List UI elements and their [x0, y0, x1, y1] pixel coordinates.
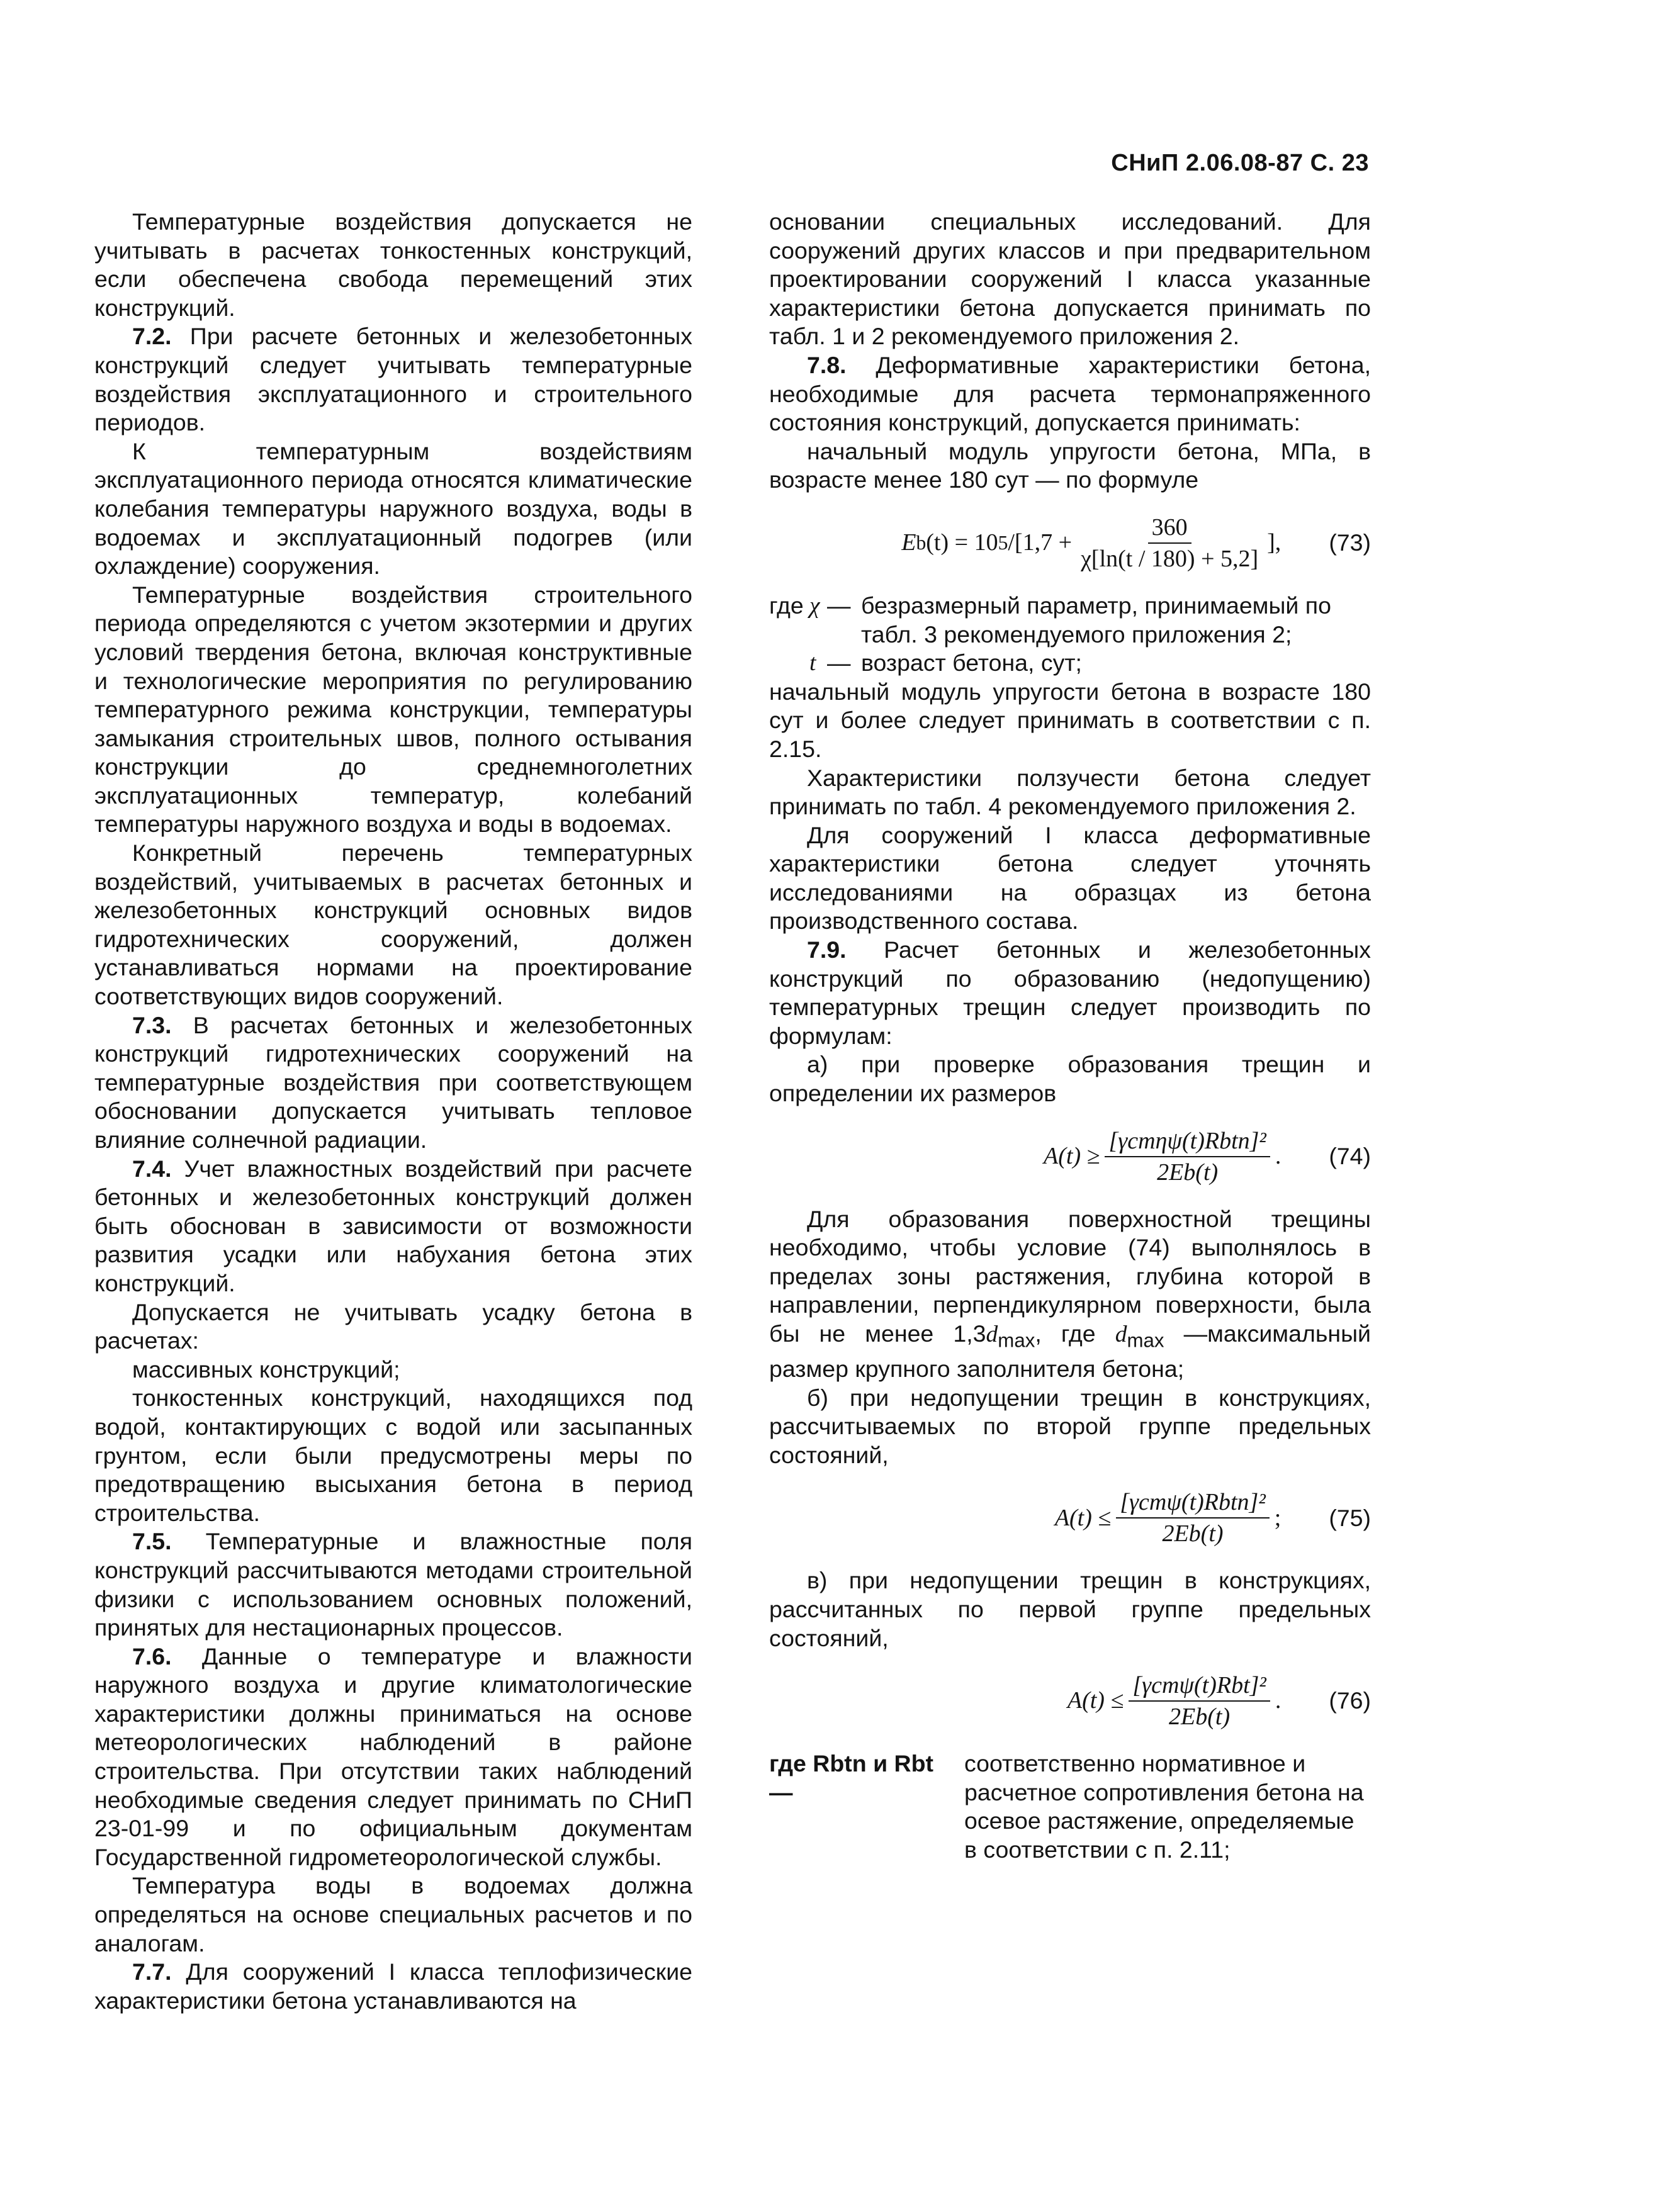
- clause-number: 7.2.: [132, 323, 172, 350]
- formula-fraction: [1105, 1127, 1270, 1186]
- clause-7-4: [94, 1155, 692, 1298]
- formula-fraction: [1116, 1488, 1270, 1547]
- paragraph: начальный модуль упругости бетона, МПа, в возрасте менее 180 сут — по формуле: [769, 437, 1371, 493]
- paragraph: б) при недопущении трещин в конструкциях, рассчитываемых по второй группе предельных состояний,: [769, 1384, 1371, 1468]
- equation-number: (75): [1329, 1504, 1371, 1531]
- clause-text: Температурные и влажностные поля конструкций рассчитываются методами строительной физики с использованием основных положений, принятых для нестационарных процессов.: [94, 1528, 692, 1641]
- paragraph: К температурным воздействиям эксплуатационного периода относятся климатические колебания температуры наружного воздуха, воды в водоемах и эксплуатационный подогрев (или охлаждение) сооружения.: [94, 437, 692, 580]
- symbol-d: d: [1115, 1322, 1127, 1347]
- definition-text: безразмерный параметр, принимаемый по табл. 3 рекомендуемого приложения 2;: [861, 592, 1331, 648]
- clause-7-9: [769, 936, 1371, 1050]
- right-column: [769, 208, 1371, 1865]
- formula-fraction: [1129, 1671, 1270, 1731]
- formula-text: (t) = 10: [926, 529, 998, 556]
- fraction-numerator: 360: [1148, 514, 1191, 544]
- symbol-subscript: max: [998, 1329, 1035, 1352]
- symbol-definitions-2: [769, 1749, 1371, 1864]
- clause-7-5: [94, 1527, 692, 1642]
- definition-symbol: t: [809, 650, 816, 677]
- formula-lhs: A(t) ≤: [1067, 1687, 1124, 1714]
- clause-text: Расчет бетонных и железобетонных конструкций по образованию (недопущению) температурных трещин следует производить по формулам:: [769, 936, 1371, 1049]
- symbol-d: d: [986, 1322, 998, 1347]
- equation-number: (73): [1329, 529, 1371, 556]
- fraction-denominator: 2Eb(t): [1162, 1520, 1224, 1547]
- formula-text: .: [1275, 1687, 1281, 1714]
- clause-text: Для сооружений I класса теплофизические характеристики бетона устанавливаются на: [94, 1958, 692, 2014]
- paragraph: Температура воды в водоемах должна определяться на основе специальных расчетов и по аналогам.: [94, 1872, 692, 1957]
- fraction-denominator: χ[ln(t / 180) + 5,2]: [1081, 545, 1259, 572]
- paragraph: а) при проверке образования трещин и определении их размеров: [769, 1051, 1371, 1107]
- clause-7-7: [94, 1958, 692, 2015]
- fraction-denominator: 2Eb(t): [1169, 1704, 1231, 1731]
- clause-text: В расчетах бетонных и железобетонных конструкций гидротехнических сооружений на температурные воздействия при соответствующем обосновании допускается учитывать тепловое влияние солнечной радиации.: [94, 1011, 692, 1153]
- clause-7-2: [94, 322, 692, 437]
- formula-73: [769, 514, 1371, 573]
- fraction-denominator: 2Eb(t): [1157, 1159, 1219, 1186]
- clause-7-3: [94, 1011, 692, 1155]
- definition-dash: —: [827, 649, 851, 677]
- formula-75: [769, 1488, 1371, 1547]
- paragraph: массивных конструкций;: [132, 1356, 400, 1383]
- paragraph: Характеристики ползучести бетона следует принимать по табл. 4 рекомендуемого приложения 2.: [769, 764, 1371, 820]
- definition-prefix: где: [769, 592, 804, 619]
- fraction-numerator: [γcmψ(t)Rbt]²: [1129, 1671, 1270, 1702]
- formula-text: ;: [1274, 1504, 1281, 1531]
- definition-text: соответственно нормативное и расчетное сопротивления бетона на осевое растяжение, определяемые в соответствии с п. 2.11;: [964, 1750, 1364, 1863]
- equation-number: (76): [1329, 1687, 1371, 1714]
- paragraph: Допускается не учитывать усадку бетона в расчетах:: [94, 1298, 692, 1354]
- paragraph-text: Для образования поверхностной трещины необходимо, чтобы условие (74) выполнялось в пределах зоны растяжения, глубина которой в направлении, перпендикулярном поверхности, была бы не менее 1,3: [769, 1205, 1371, 1347]
- clause-number: 7.7.: [132, 1958, 172, 1985]
- clause-number: 7.5.: [132, 1528, 172, 1555]
- equation-number: (74): [1329, 1142, 1371, 1169]
- clause-text: Данные о температуре и влажности наружного воздуха и другие климатологические характеристики должны приниматься на основе метеорологических наблюдений в районе строительства. При отсутствии таких наблюдений необходимые сведения следует принимать по СНиП 23-01-99 и по официальным документам Государственной гидрометеорологической службы.: [94, 1642, 692, 1870]
- paragraph: тонкостенных конструкций, находящихся под водой, контактирующих с водой или засыпанных грунтом, если были предусмотрены меры по предотвращению высыхания бетона в период строительства.: [94, 1384, 692, 1526]
- definition-prefix: [769, 649, 809, 678]
- definition-symbol: χ: [809, 592, 820, 619]
- paragraph: Для сооружений I класса деформативные характеристики бетона следует уточнять исследованиями на образцах из бетона производственного состава.: [769, 821, 1371, 935]
- paragraph: Температурные воздействия строительного периода определяются с учетом экзотермии и других условий твердения бетона, включая конструктивные и технологические мероприятия по регулированию температурного режима конструкции, температуры замыкания строительных швов, полного остывания конструкции до среднемноголетних эксплуатационных температур, колебаний температуры наружного воздуха и воды в водоемах.: [94, 581, 692, 838]
- formula-74: [769, 1127, 1371, 1186]
- formula-lhs: E: [901, 529, 916, 556]
- formula-power: 5: [998, 532, 1008, 554]
- paragraph: основании специальных исследований. Для сооружений других классов и при предварительном проектировании сооружений I класса указанные характеристики бетона допускается принимать по табл. 1 и 2 рекомендуемого приложения 2.: [769, 208, 1371, 350]
- formula-fraction: [1077, 514, 1262, 573]
- fraction-numerator: [γcmηψ(t)Rbtn]²: [1105, 1127, 1270, 1157]
- formula-subscript: b: [916, 532, 927, 554]
- clause-number: 7.6.: [132, 1642, 172, 1670]
- formula-text: .: [1275, 1142, 1281, 1169]
- symbol-definitions: [769, 592, 1371, 678]
- formula-text: /[1,7 +: [1008, 529, 1073, 556]
- paragraph: в) при недопущении трещин в конструкциях, рассчитанных по первой группе предельных состояний,: [769, 1567, 1371, 1651]
- formula-lhs: A(t) ≥: [1044, 1142, 1100, 1169]
- symbol-subscript: max: [1127, 1329, 1164, 1352]
- clause-number: 7.9.: [807, 936, 847, 963]
- paragraph: Конкретный перечень температурных воздействий, учитываемых в расчетах бетонных и железобетонных конструкций основных видов гидротехнических сооружений, должен устанавливаться нормами на проектирование соответствующих видов сооружений.: [94, 839, 692, 1010]
- definition-label: где Rbtn и Rbt —: [769, 1750, 934, 1805]
- formula-lhs: A(t) ≤: [1054, 1504, 1112, 1531]
- paragraph: Температурные воздействия допускается не учитывать в расчетах тонкостенных конструкций, если обеспечена свобода перемещений этих конструкций.: [94, 208, 692, 321]
- definition-dash: —: [827, 592, 851, 619]
- clause-text: При расчете бетонных и железобетонных конструкций следует учитывать температурные воздействия эксплуатационного и строительного периодов.: [94, 323, 692, 436]
- clause-number: 7.4.: [132, 1155, 172, 1182]
- clause-7-8: [769, 351, 1371, 437]
- page-header: СНиП 2.06.08-87 С. 23: [1111, 150, 1369, 176]
- clause-text: Учет влажностных воздействий при расчете бетонных и железобетонных конструкций должен быть обоснован в зависимости от возможности развития усадки или набухания бетона этих конструкций.: [94, 1155, 692, 1296]
- left-column: [94, 208, 692, 2015]
- paragraph-text: —максимальный размер крупного заполнителя бетона;: [769, 1320, 1371, 1383]
- clause-number: 7.8.: [807, 351, 847, 378]
- paragraph-text: , где: [1035, 1320, 1115, 1347]
- definition-text: возраст бетона, сут;: [861, 649, 1082, 677]
- clause-7-6: [94, 1642, 692, 1872]
- paragraph: [769, 1205, 1371, 1384]
- clause-text: Деформативные характеристики бетона, необходимые для расчета термонапряженного состояния конструкций, допускается принимать:: [769, 351, 1371, 436]
- formula-76: [769, 1671, 1371, 1731]
- formula-text: ],: [1267, 529, 1281, 556]
- fraction-numerator: [γcmψ(t)Rbtn]²: [1116, 1488, 1270, 1519]
- paragraph: начальный модуль упругости бетона в возрасте 180 сут и более следует принимать в соответствии с п. 2.15.: [769, 678, 1371, 762]
- clause-number: 7.3.: [132, 1011, 172, 1038]
